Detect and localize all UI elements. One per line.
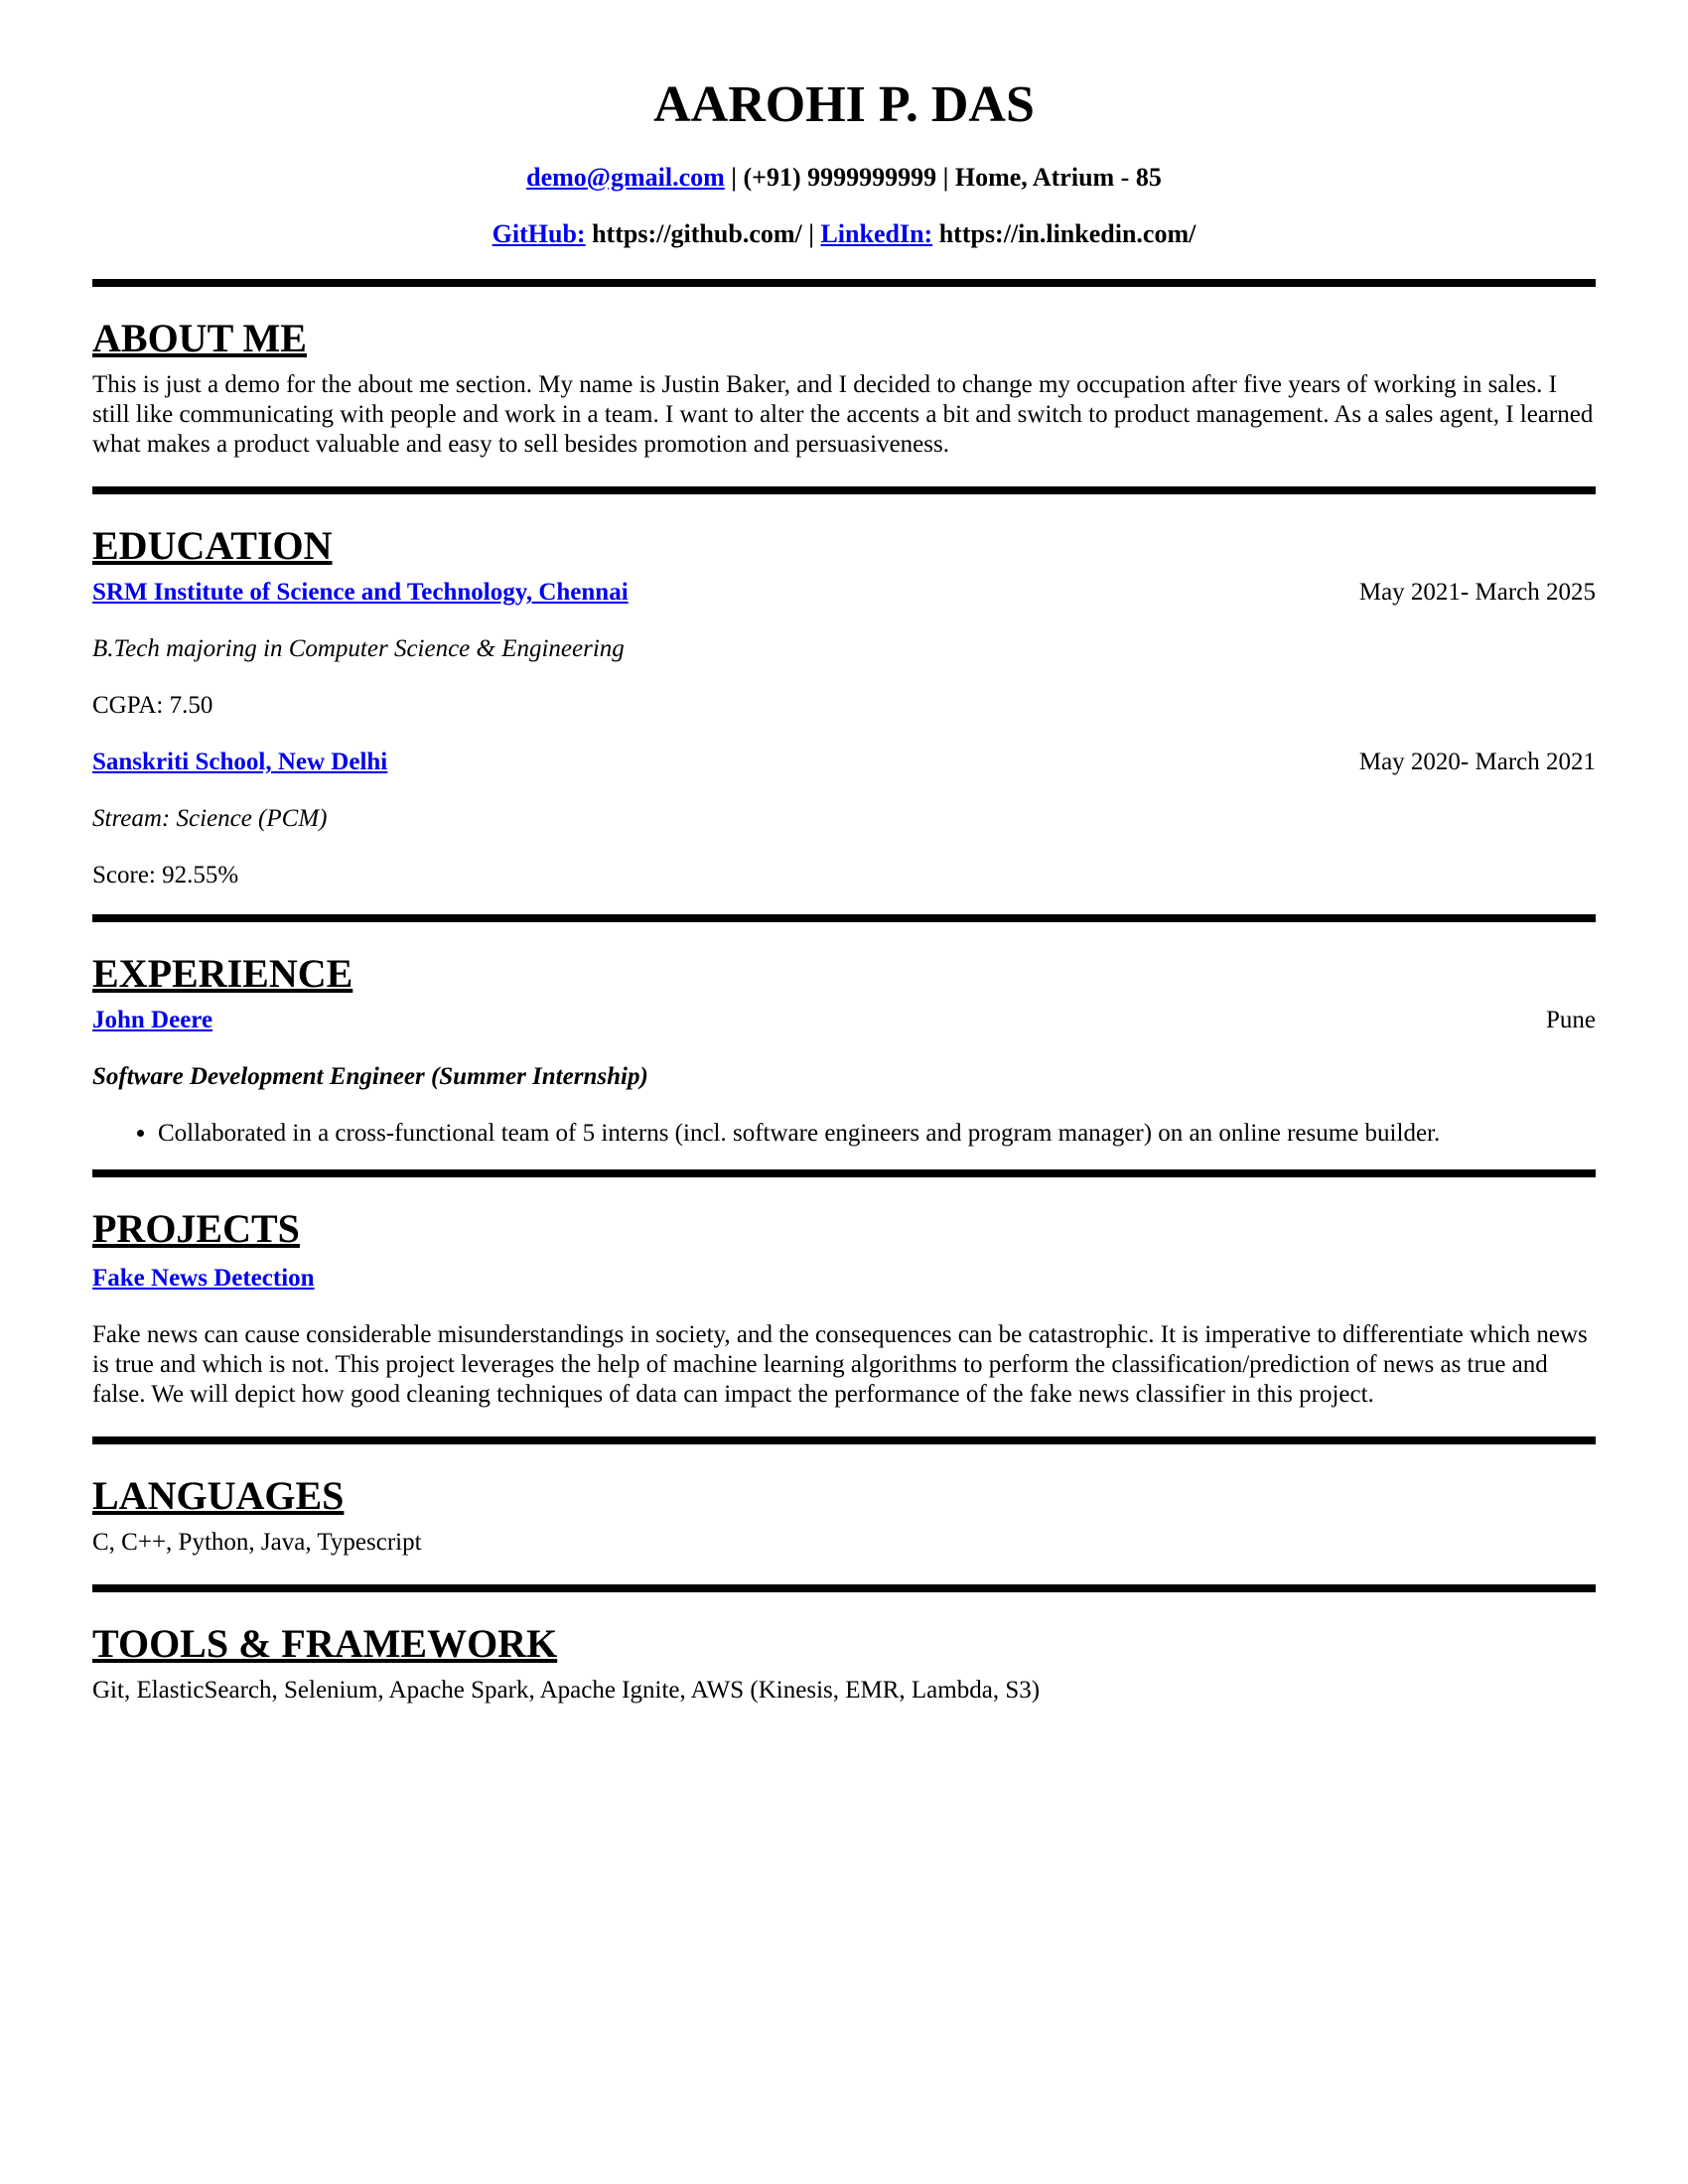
section-divider — [92, 279, 1596, 287]
about-text: This is just a demo for the about me section. My name is Justin Baker, and I decided to change my occupation after five years of working in sales. I still like communicating with people and work in a team. I want to alter the accents a bit and switch to product management. As a sales agent, I learned what makes a product valuable and easy to sell besides promotion and persuasiveness. — [92, 371, 1594, 458]
experience-bullet: • Collaborated in a cross-functional team of 5 interns (incl. software engineers and program manager) on an online resume builder. — [158, 1119, 1596, 1149]
education-stream: Stream: Science (PCM) — [92, 805, 328, 832]
section-divider — [92, 1436, 1596, 1444]
education-dates: May 2020- March 2021 — [1358, 749, 1596, 775]
education-dates: May 2021- March 2025 — [1358, 579, 1596, 606]
tools-text: Git, ElasticSearch, Selenium, Apache Spark, Apache Ignite, AWS (Kinesis, EMR, Lambda, S3) — [92, 1677, 1041, 1704]
education-score: Score: 92.55% — [92, 862, 239, 888]
experience-bullets — [92, 1119, 1596, 1149]
company-link[interactable]: John Deere — [92, 1007, 213, 1033]
project-description: Fake news can cause considerable misunderstandings in society, and the consequences can be catastrophic. It is imperative to differentiate which news is true and which is not. This project leverages the help of machine learning algorithms to perform the classification/prediction of news as true and false. We will depict how good cleaning techniques of data can impact the performance of the fake news classifier in this project. — [92, 1321, 1588, 1408]
linkedin-url: https://in.linkedin.com/ — [932, 219, 1196, 248]
linkedin-link[interactable]: LinkedIn: — [820, 219, 933, 248]
phone-address: | (+91) 9999999999 | Home, Atrium - 85 — [724, 163, 1162, 192]
experience-location: Pune — [1546, 1007, 1596, 1033]
experience-role: Software Development Engineer (Summer Internship) — [92, 1063, 648, 1090]
education-degree: B.Tech majoring in Computer Science & Engineering — [92, 635, 625, 662]
email-link[interactable]: demo@gmail.com — [526, 163, 725, 192]
experience-heading: EXPERIENCE — [92, 951, 353, 996]
languages-text: C, C++, Python, Java, Typescript — [92, 1529, 422, 1556]
institution-link[interactable]: Sanskriti School, New Delhi — [92, 749, 388, 775]
projects-heading: PROJECTS — [92, 1206, 300, 1251]
contact-line — [92, 163, 1596, 193]
section-divider — [92, 486, 1596, 494]
education-score: CGPA: 7.50 — [92, 692, 213, 719]
languages-heading: LANGUAGES — [92, 1473, 345, 1518]
about-heading: ABOUT ME — [92, 316, 307, 360]
section-divider — [92, 1584, 1596, 1592]
tools-heading: TOOLS & FRAMEWORK — [92, 1621, 558, 1666]
section-divider — [92, 1169, 1596, 1177]
education-entry-header — [92, 578, 1596, 608]
project-link[interactable]: Fake News Detection — [92, 1265, 315, 1292]
institution-link[interactable]: SRM Institute of Science and Technology, Chennai — [92, 579, 629, 606]
section-divider — [92, 914, 1596, 922]
github-url: https://github.com/ | — [585, 219, 821, 248]
experience-entry-header — [92, 1006, 1596, 1035]
education-heading: EDUCATION — [92, 523, 333, 568]
candidate-name: AAROHI P. DAS — [653, 76, 1035, 133]
education-entry-header — [92, 748, 1596, 777]
profiles-line — [92, 219, 1596, 249]
github-link[interactable]: GitHub: — [492, 219, 586, 248]
project-title — [92, 1264, 1596, 1294]
